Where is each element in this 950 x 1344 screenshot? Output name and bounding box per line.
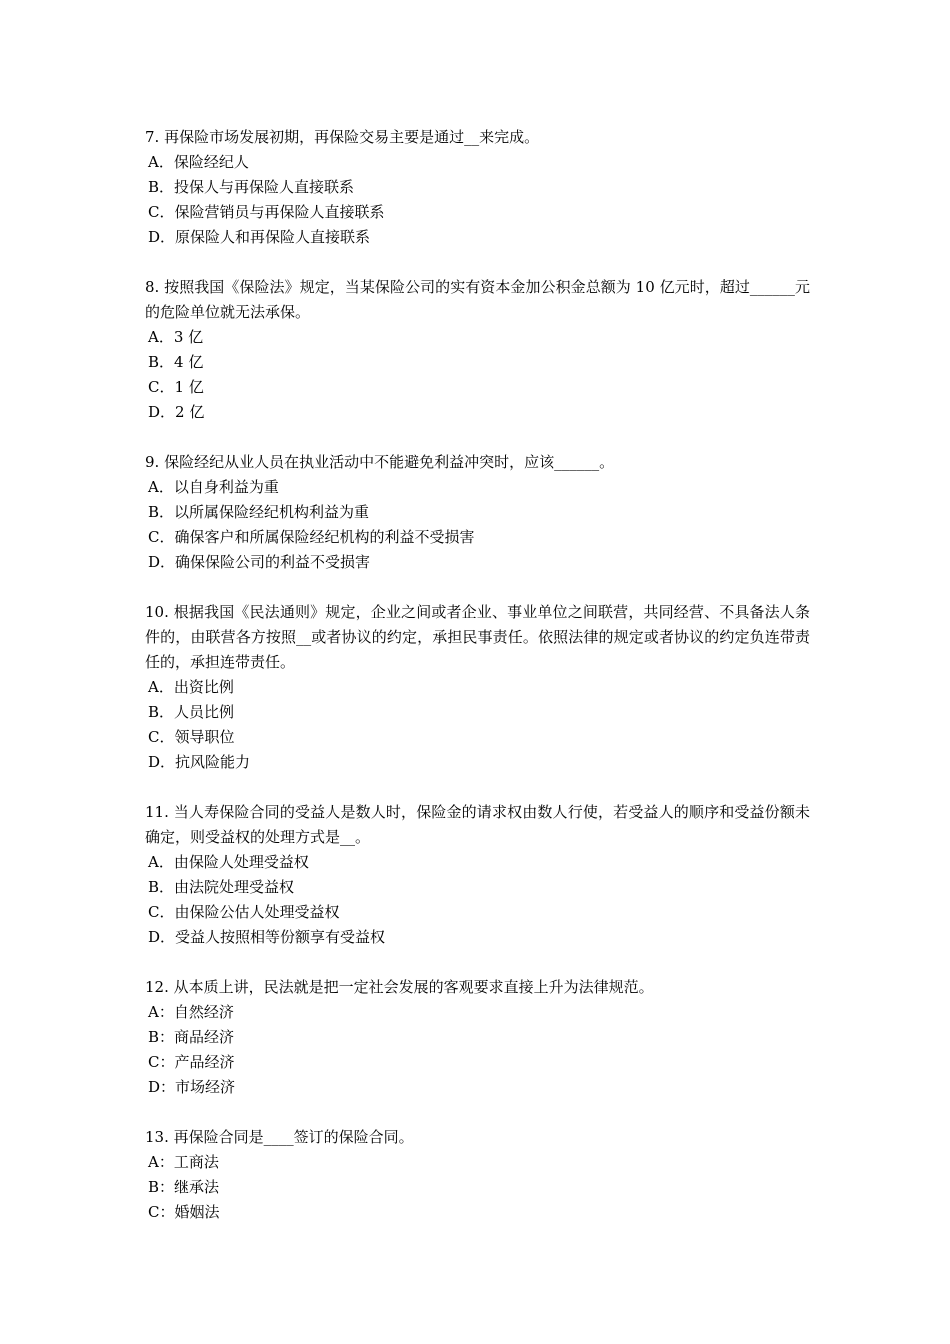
question-block xyxy=(145,600,810,775)
answer-option: C．确保客户和所属保险经纪机构的利益不受损害 xyxy=(148,528,475,546)
question-block xyxy=(145,800,810,950)
answer-option: D：市场经济 xyxy=(148,1078,236,1096)
answer-option: D．确保保险公司的利益不受损害 xyxy=(148,553,371,571)
answer-option: D．抗风险能力 xyxy=(148,753,251,771)
question-list xyxy=(145,125,810,1250)
answer-option: A．保险经纪人 xyxy=(148,153,249,171)
question-stem: 10. 根据我国《民法通则》规定，企业之间或者企业、事业单位之间联营，共同经营、不具备法人条件的，由联营各方按照__或者协议的约定，承担民事责任。依照法律的规定或者协议的约定负连带责任的，承担连带责任。 xyxy=(145,603,810,671)
question-block xyxy=(145,1125,810,1225)
answer-option: B：继承法 xyxy=(148,1178,220,1196)
answer-option: B．由法院处理受益权 xyxy=(148,878,295,896)
answer-option: C：产品经济 xyxy=(148,1053,235,1071)
answer-option: C．保险营销员与再保险人直接联系 xyxy=(148,203,385,221)
answer-option: B．以所属保险经纪机构利益为重 xyxy=(148,503,370,521)
answer-option: B．投保人与再保险人直接联系 xyxy=(148,178,355,196)
question-block xyxy=(145,975,810,1100)
answer-option: B：商品经济 xyxy=(148,1028,235,1046)
answer-option: A：工商法 xyxy=(148,1153,219,1171)
answer-option: A．3 亿 xyxy=(148,328,204,346)
answer-option: C：婚姻法 xyxy=(148,1203,220,1221)
answer-option: A：自然经济 xyxy=(148,1003,234,1021)
question-block xyxy=(145,275,810,425)
answer-option: D．2 亿 xyxy=(148,403,205,421)
answer-option: A．以自身利益为重 xyxy=(148,478,279,496)
answer-option: C．1 亿 xyxy=(148,378,204,396)
answer-option: B．人员比例 xyxy=(148,703,235,721)
question-block xyxy=(145,450,810,575)
question-stem: 13. 再保险合同是____签订的保险合同。 xyxy=(145,1128,414,1146)
answer-option: D．受益人按照相等份额享有受益权 xyxy=(148,928,386,946)
question-stem: 9. 保险经纪从业人员在执业活动中不能避免利益冲突时，应该______。 xyxy=(145,453,615,471)
answer-option: A．出资比例 xyxy=(148,678,234,696)
question-stem: 11. 当人寿保险合同的受益人是数人时，保险金的请求权由数人行使，若受益人的顺序和受益份额未确定，则受益权的处理方式是__。 xyxy=(145,803,810,846)
answer-option: C．由保险公估人处理受益权 xyxy=(148,903,340,921)
answer-option: C．领导职位 xyxy=(148,728,235,746)
answer-option: B．4 亿 xyxy=(148,353,204,371)
question-block xyxy=(145,125,810,250)
question-stem: 8. 按照我国《保险法》规定，当某保险公司的实有资本金加公积金总额为 10 亿元时，超过______元的危险单位就无法承保。 xyxy=(145,278,810,321)
question-stem: 12. 从本质上讲，民法就是把一定社会发展的客观要求直接上升为法律规范。 xyxy=(145,978,654,996)
answer-option: D．原保险人和再保险人直接联系 xyxy=(148,228,371,246)
answer-option: A．由保险人处理受益权 xyxy=(148,853,309,871)
question-stem: 7. 再保险市场发展初期，再保险交易主要是通过__来完成。 xyxy=(145,128,540,146)
